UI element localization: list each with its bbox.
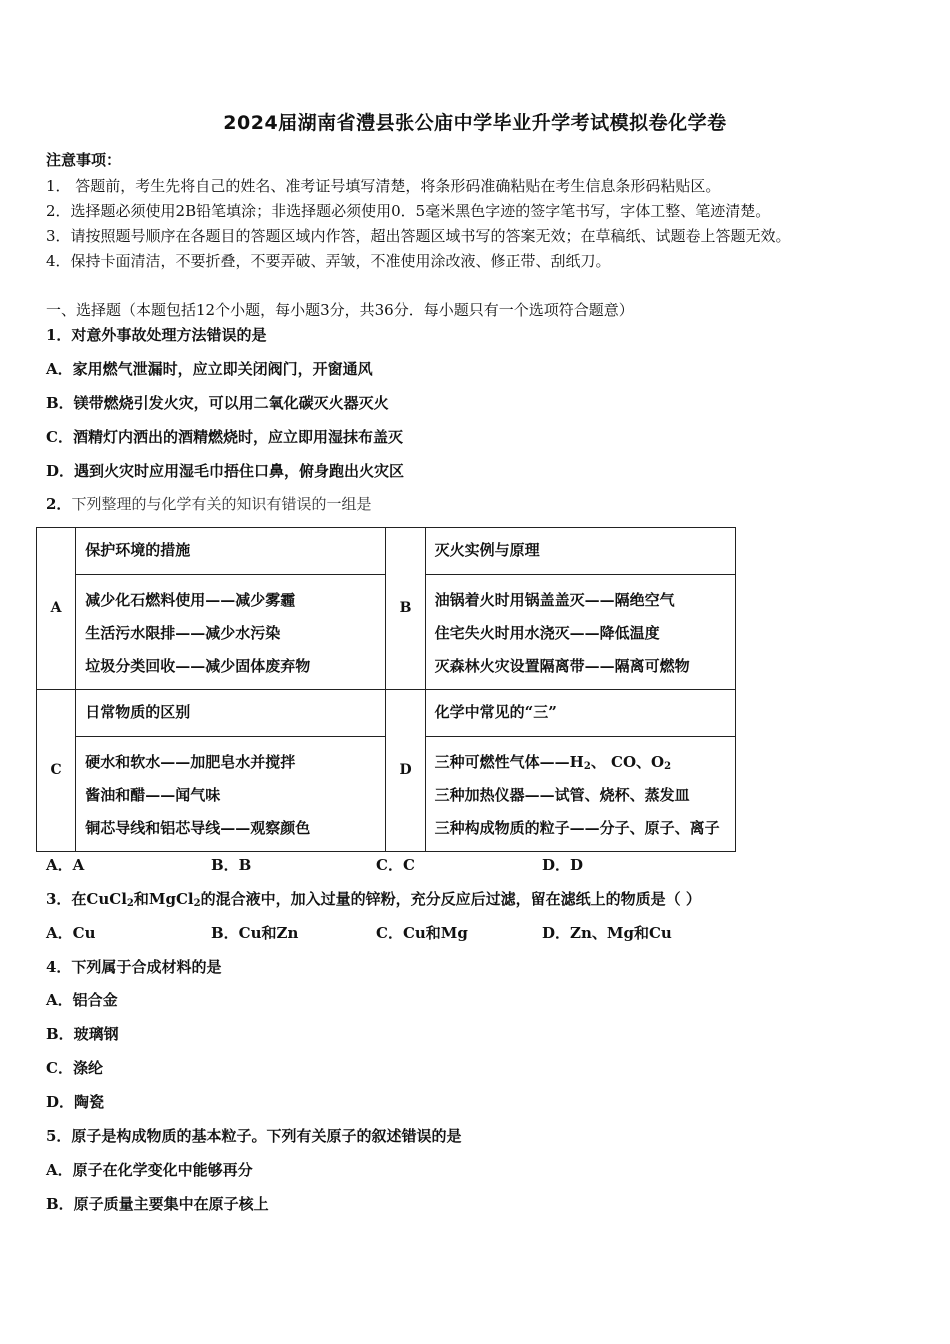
page-title: 2024届湖南省澧县张公庙中学毕业升学考试模拟卷化学卷 <box>223 112 727 134</box>
row-label-c: C <box>37 690 76 852</box>
cell-line: 减少化石燃料使用——减少雾霾 <box>85 590 296 609</box>
q4-option-d: D．陶瓷 <box>46 1093 105 1111</box>
q1-option-a: A．家用燃气泄漏时，应立即关闭阀门，开窗通风 <box>46 360 373 378</box>
notice-item: 1． 答题前，考生先将自己的姓名、准考证号填写清楚，将条形码准确粘贴在考生信息条形码粘贴区。 <box>46 177 721 195</box>
row-label-b: B <box>386 528 425 690</box>
cell-line: 生活污水限排——减少水污染 <box>85 623 281 642</box>
cell-line: 硬水和软水——加肥皂水并搅拌 <box>85 752 296 771</box>
notice-item: 4．保持卡面清洁，不要折叠，不要弄破、弄皱，不准使用涂改液、修正带、刮纸刀。 <box>46 252 611 270</box>
cell-line: 油锅着火时用锅盖盖灭——隔绝空气 <box>434 590 675 609</box>
cell-line: 酱油和醋——闻气味 <box>85 785 221 804</box>
q2-text: 下列整理的与化学有关的知识有错误的一组是 <box>71 495 372 513</box>
subscript: 2 <box>193 898 201 909</box>
q1-option-d: D．遇到火灾时应用湿毛巾捂住口鼻，俯身跑出火灾区 <box>46 462 405 480</box>
q4-option-c: C．涤纶 <box>46 1059 103 1077</box>
q2-number: 2． <box>46 495 72 513</box>
cell-b-head: 灭火实例与原理 <box>425 528 735 575</box>
q1-stem: 1．对意外事故处理方法错误的是 <box>46 326 267 344</box>
q3-option-d: D．Zn、Mg和Cu <box>542 924 672 942</box>
q3-option-c: C．Cu和Mg <box>376 924 468 942</box>
cell-line: 垃圾分类回收——减少固体废弃物 <box>85 656 311 675</box>
cell-a-head: 保护环境的措施 <box>76 528 386 575</box>
cell-line: 住宅失火时用水浇灭——降低温度 <box>434 623 660 642</box>
q2-option-a: A．A <box>46 856 85 874</box>
q5-option-a: A．原子在化学变化中能够再分 <box>46 1161 253 1179</box>
q2-option-b: B．B <box>211 856 252 874</box>
cell-line: 铜芯导线和铝芯导线——观察颜色 <box>85 818 311 837</box>
notice-heading: 注意事项： <box>46 151 122 169</box>
q3-option-a: A．Cu <box>46 924 96 942</box>
cell-d-head: 化学中常见的“三” <box>425 690 735 737</box>
formula-text: 三种可燃性气体——H <box>434 752 584 771</box>
q2-stem <box>46 495 371 515</box>
q4-stem: 4．下列属于合成材料的是 <box>46 958 222 976</box>
q1-option-b: B．镁带燃烧引发火灾，可以用二氧化碳灭火器灭火 <box>46 394 389 412</box>
cell-d-body <box>425 737 735 852</box>
cell-line: 三种加热仪器——试管、烧杯、蒸发皿 <box>434 785 690 804</box>
q3-option-b: B．Cu和Zn <box>211 924 299 942</box>
q5-option-b: B．原子质量主要集中在原子核上 <box>46 1195 269 1213</box>
q3-stem <box>46 890 701 910</box>
subscript: 2 <box>664 760 672 772</box>
cell-a-body <box>76 575 386 690</box>
cell-c-body <box>76 737 386 852</box>
knowledge-table <box>36 527 736 852</box>
cell-c-head: 日常物质的区别 <box>76 690 386 737</box>
q2-option-c: C．C <box>376 856 415 874</box>
notice-item: 3．请按照题号顺序在各题目的答题区域内作答，超出答题区域书写的答案无效；在草稿纸、试题卷上答题无效。 <box>46 227 791 245</box>
row-label-a: A <box>37 528 76 690</box>
section-heading: 一、选择题（本题包括12个小题，每小题3分，共36分．每小题只有一个选项符合题意） <box>46 301 634 319</box>
q2-option-d: D．D <box>542 856 584 874</box>
cell-line-formula <box>435 746 726 779</box>
formula-text: 、 CO、O <box>590 752 665 771</box>
cell-line: 三种构成物质的粒子——分子、原子、离子 <box>434 818 720 837</box>
subscript: 2 <box>126 898 134 909</box>
q5-stem: 5．原子是构成物质的基本粒子。下列有关原子的叙述错误的是 <box>46 1127 462 1145</box>
row-label-d: D <box>386 690 425 852</box>
q3-text: 3．在CuCl <box>46 890 127 908</box>
cell-b-body <box>425 575 735 690</box>
q4-option-b: B．玻璃钢 <box>46 1025 119 1043</box>
q4-option-a: A．铝合金 <box>46 991 118 1009</box>
q3-text: 的混合液中，加入过量的锌粉，充分反应后过滤，留在滤纸上的物质是（ ） <box>200 890 701 908</box>
q1-option-c: C．酒精灯内洒出的酒精燃烧时，应立即用湿抹布盖灭 <box>46 428 403 446</box>
notice-item: 2．选择题必须使用2B铅笔填涂；非选择题必须使用0．5毫米黑色字迹的签字笔书写，字体工整、笔迹清楚。 <box>46 202 771 220</box>
subscript: 2 <box>583 760 591 772</box>
q3-text: 和MgCl <box>133 890 194 908</box>
cell-line: 灭森林火灾设置隔离带——隔离可燃物 <box>434 656 690 675</box>
